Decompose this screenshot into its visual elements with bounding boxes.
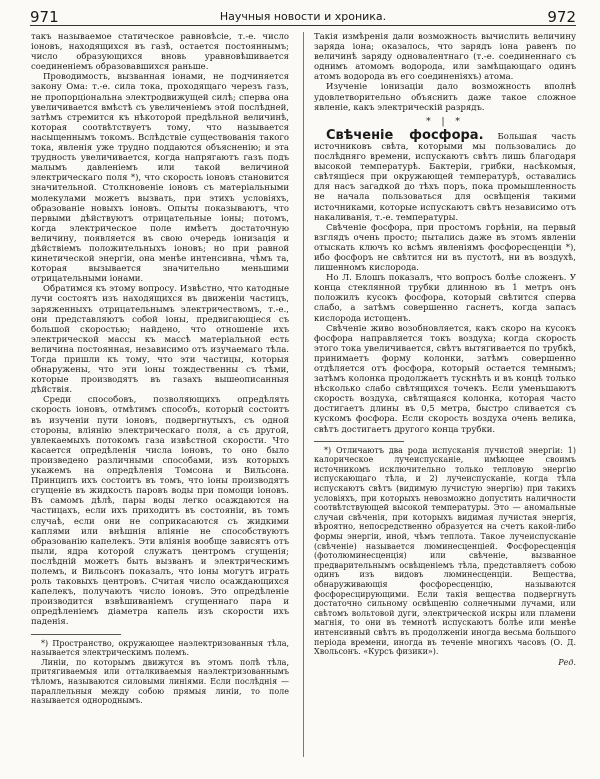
paragraph: Проводимость, вызванная iонами, не подчиняется закону Ома: т.-е. сила тока, проходящаго черезъ газъ, не пропорцiональна электродвижущей силѣ; сперва она увеличивается вмѣстѣ съ увеличенiемъ этой послѣдней, затѣмъ стремится къ нѣкоторой предѣльной величинѣ, которая соотвѣтствуетъ тому, что называется насыщеннымъ токомъ. Вслѣдствiе существованiя такого тока, явленiя уже трудно поддаются объясненiю; и эта трудность увеличивается, когда напрягаютъ газъ подъ малымъ давленiемъ или такой величиной электрическаго поля *), что скорость iоновъ становится значительной. Столкновенiе iоновъ съ матерiальными молекулами можетъ вызвать, при этихъ условiяхъ, образованiе новыхъ iоновъ. Опыты показываютъ, что первыми дѣйствуютъ отрицательные iоны; потомъ, когда электрическое поле имѣетъ достаточную величину, появляется въ свою очередь iонизацiя и дѣйствiемъ положительныхъ iоновъ; но при равной кинетической энергiи, она менѣе интенсивна, чѣмъ та, которая вызывается значительно меньшими отрицательными iонами. [31, 72, 289, 285]
section-lead: Большая часть источниковъ свѣта, которыми мы пользовались до послѣдняго времени, испускаютъ свѣтъ лишь благодаря высокой температурѣ. Бактерiи, грибки, насѣкомыя, свѣтящiеся при окружающей температурѣ, оставались для насъ загадкой до тѣхъ поръ, пока промышленность не начала пользоваться для освѣщенiя такими источниками, которые испускаютъ свѣтъ независимо отъ накаливанiя, т.-е. температуры. [314, 131, 576, 223]
footnote-rule [31, 634, 121, 635]
page-number-left: 971 [30, 8, 59, 26]
right-column [314, 32, 576, 667]
section-separator: * | * [426, 116, 464, 127]
paragraph: Свѣченiе фосфора, при простомъ горѣнiи, на первый взглядъ очень просто; пытались даже въ этомъ явленiи отыскать ключъ ко всѣмъ явленiямъ фосфоресценцiи *), ибо фосфоръ не свѣтится ни въ пустотѣ, ни въ воздухѣ, лишенномъ кислорода. [314, 222, 576, 274]
paragraph: Но Л. Блошъ показалъ, что вопросъ болѣе сложенъ. У конца стеклянной трубки длинною въ 1 метръ онъ положилъ кусокъ фосфора, который свѣтится сперва слабо, а затѣмъ совершенно гаснетъ, когда запасъ кислорода истощенъ. [314, 273, 576, 324]
paragraph: такъ называемое статическое равновѣсiе, т.-е. число iоновъ, находящихся въ газѣ, остается постояннымъ; число образующихся вновь уравновѣшивается соединенiемъ образовавшихся раньше. [31, 32, 289, 73]
footnote-rule [314, 441, 404, 442]
footnotes-right [314, 446, 576, 668]
paragraph: Такiя измѣренiя дали возможность вычислить величину заряда iона; оказалось, что зарядъ iона равенъ по величинѣ заряду одновалентнаго (т.-е. соединеннаго съ однимъ атомомъ водорода, или замѣщающаго одинъ атомъ водорода въ его соединенiяхъ) атома. [314, 32, 576, 83]
page-number-right: 972 [547, 8, 576, 26]
editor-signature: Ред. [558, 657, 576, 667]
footnote: *) Отличаютъ два рода испусканiя лучистой энергiи: 1) калорическое лучеиспусканiе, имѣющее своимъ источникомъ исключительно только тепловую энергiю испускающаго тѣла, и 2) лучеиспусканiе, когда тѣла испускаютъ свѣтъ (видимую лучистую энергiю) при такихъ условiяхъ, при которыхъ невозможно допустить наличности соотвѣтствующей высокой температуры. Это — аномальные случаи свѣченiя, при которыхъ видимая лучистая энергiя, вѣроятно, непосредственно образуется на счетъ какой-либо формы энергiи, иной, чѣмъ теплота. Такое лучеиспусканiе (свѣченiе) называется люминесценцiей. Фосфоресценцiя (фотолюминесценцiя) или свѣченiе, вызванное предварительнымъ освѣщенiемъ тѣла, представляетъ собою одинъ изъ видовъ люминесценцiи. Вещества, обнаруживающiя фосфоресценцiю, называются фосфоресцирующими. Если такiя вещества подвергнуть достаточно сильному освѣщенiю солнечными лучами, или свѣтомъ вольтовой дуги, электрической искры или пламени магнiя, то они въ темнотѣ испускаютъ болѣе или менѣе интенсивный свѣтъ въ продолженiи иногда весьма большого перiода времени, иногда въ теченiе многихъ часовъ (О. Д. Хвольсонъ. «Курсъ физики»). [314, 445, 576, 657]
running-title: Научныя новости и хроника. [219, 10, 387, 23]
footnote: *) Пространство, окружающее наэлектризованныя тѣла, называется электрическимъ полемъ. [31, 638, 289, 658]
paragraph: Свѣченiе живо возобновляется, какъ скоро на кусокъ фосфора направляется токъ воздуха; когда скорость этого тока увеличивается, свѣтъ вытягивается по трубкѣ, принимаетъ форму колонки, затѣмъ совершенно отдѣляется отъ фосфора, который остается темнымъ; затѣмъ колонка продолжаетъ тускнѣть и въ концѣ только нѣсколько слабо свѣтящихся точекъ. Если уменьшаютъ скорость воздуха, свѣтящаяся колонка, которая часто достигаетъ длины въ 0,5 метра, быстро сливается съ кускомъ фосфора. Если скорость воздуха очень велика, свѣтъ достигаетъ другого конца трубки. [314, 323, 576, 435]
left-column [31, 32, 289, 706]
section-paragraph [314, 127, 576, 223]
header-rule [30, 25, 576, 26]
section-heading: Свѣченiе фосфора. [326, 127, 484, 143]
footnote: Линiи, по которымъ движутся въ этомъ полѣ тѣла, притягиваемыя или отталкиваемыя наэлектризованнымъ тѣломъ, называются силовыми линiями. Если послѣднiя — параллельныя между собою прямыя линiи, то поле называется однороднымъ. [31, 657, 289, 706]
paragraph: Изученiе iонизацiи дало возможность вполнѣ удовлетворительно объяснить даже такое сложное явленiе, какъ электрическiй разрядъ. [314, 82, 576, 113]
footnotes-left [31, 639, 289, 706]
paragraph: Среди способовъ, позволяющихъ опредѣлять скорость iоновъ, отмѣтимъ способъ, который состоитъ въ изученiи пути iоновъ, подвергнутыхъ, съ одной стороны, влiянiю электрическаго поля, а съ другой, увлекаемыхъ потокомъ газа извѣстной скорости. Что касается опредѣленiя числа iоновъ, то оно было произведено различными способами, изъ которыхъ укажемъ на опредѣленiя Томсона и Вильсона. Принципъ ихъ состоитъ въ томъ, что iоны производятъ сгущенiе въ жидкость паровъ воды при помощи iоновъ. Въ самомъ дѣлѣ, пары воды легко осаждаются на частицахъ, если ихъ приходитъ въ состоянiи, въ томъ случаѣ, если они не соприкасаются съ жидкими каплями или внѣшнiя влiянiе не способствуютъ образованiю капелекъ. Эти влiянiя вообще зависятъ отъ пыли, ядра которой служатъ центромъ сгущенiя; послѣднiй можетъ быть вызванъ и электрическимъ полемъ, и Вильсонъ показалъ, что iоны могутъ играть роль таковыхъ центровъ. Считая число осаждающихся капелекъ, получаютъ число iоновъ. Это опредѣленiе производится взвѣшиванiемъ сгущеннаго пара и опредѣленiемъ дiаметра капель изъ скорости ихъ паденiя. [31, 395, 289, 628]
paragraph: Обратимся къ этому вопросу. Извѣстно, что катодные лучи состоятъ изъ находящихся въ движенiи частицъ, заряженныхъ отрицательнымъ электричествомъ, т.-е., они представляютъ собой iоны, предвигающiеся съ большой скоростью; найдено, что отношенiе ихъ электрической массы къ массѣ матерiальной есть величина постоянная, независимо отъ изучаемаго тѣла. Тогда пришли къ тому, что эти частицы, которыя обнаружены, что эти iоны тождественны съ тѣми, которые производятъ въ газахъ вышеописанныя дѣйствiя. [31, 284, 289, 396]
column-divider [303, 32, 304, 757]
